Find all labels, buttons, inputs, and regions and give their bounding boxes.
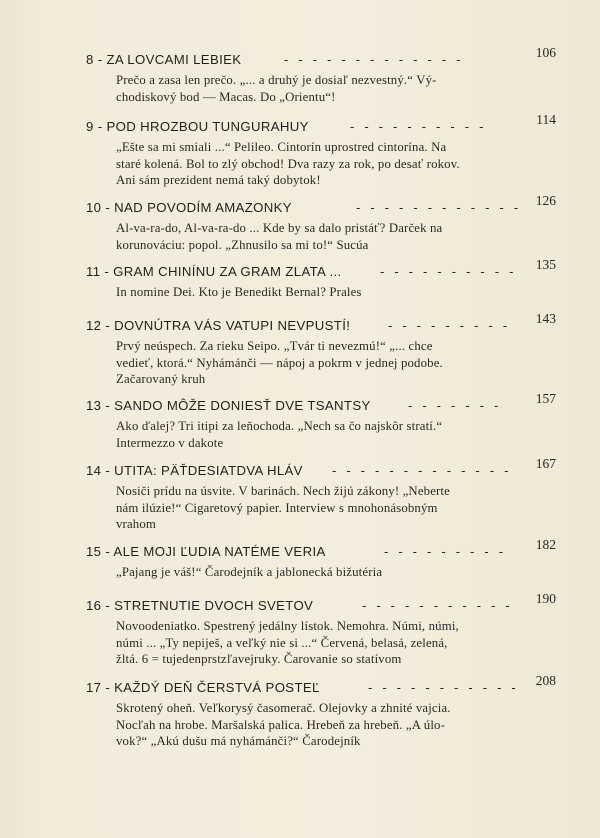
chapter-title: ALE MOJI ĽUDIA NATÉME VERIA bbox=[113, 544, 326, 559]
summary-line: vedieť, ktorá.“ Nyhámánči — nápoj a pokrm v jednej podobe. bbox=[116, 355, 443, 370]
dot-leader: - - - - - - - - - - - - bbox=[356, 200, 522, 215]
dot-leader: - - - - - - - - - - - - - bbox=[284, 52, 464, 67]
toc-entry-number-title: 8 - ZA LOVCAMI LEBIEK bbox=[86, 52, 242, 67]
toc-entry-number-title: 9 - POD HROZBOU TUNGURAHUY bbox=[86, 119, 309, 134]
page-number: 157 bbox=[535, 391, 556, 406]
chapter-number: 14 bbox=[86, 463, 102, 478]
summary-line: Al-va-ra-do, Al-va-ra-do ... Kde by sa dalo pristáť? Darček na bbox=[116, 221, 443, 235]
chapter-summary bbox=[116, 618, 556, 668]
dot-leader: - - - - - - - - - bbox=[384, 544, 507, 559]
chapter-summary bbox=[116, 284, 556, 301]
summary-line: Prvý neúspech. Za rieku Seipo. „Tvár ti nevezmú!“ „... chce bbox=[116, 339, 433, 353]
chapter-title: STRETNUTIE DVOCH SVETOV bbox=[114, 598, 314, 613]
chapter-title: POD HROZBOU TUNGURAHUY bbox=[106, 119, 309, 134]
summary-line: žltá. 6 = tujedenprstzľavejruky. Čarovanie so statívom bbox=[116, 652, 402, 667]
summary-line: Nocľah na hrobe. Maršalská palica. Hrebeň za hrebeň. „A úlo- bbox=[116, 717, 446, 732]
toc-entry-8 bbox=[86, 45, 556, 105]
summary-line: Ani sám prezident nemá taký dobytok! bbox=[116, 173, 321, 188]
page-number: 208 bbox=[535, 673, 556, 688]
chapter-number: 12 bbox=[86, 318, 102, 333]
toc-entry-number-title: 10 - NAD POVODÍM AMAZONKY bbox=[86, 200, 292, 215]
chapter-title: KAŽDÝ DEŇ ČERSTVÁ POSTEĽ bbox=[114, 680, 320, 695]
toc-entry-number-title: 12 - DOVNÚTRA VÁS VATUPI NEVPUSTÍ! bbox=[86, 318, 351, 333]
summary-line: nám ilúzie!“ Cigaretový papier. Interview s mnohonásobným bbox=[116, 500, 438, 515]
toc-entry-number-title: 17 - KAŽDÝ DEŇ ČERSTVÁ POSTEĽ bbox=[86, 680, 320, 695]
page-number: 106 bbox=[535, 45, 556, 60]
toc-entry-heading bbox=[86, 673, 556, 700]
page-number: 190 bbox=[535, 591, 556, 606]
toc-entry-12 bbox=[86, 311, 556, 388]
summary-line: Skrotený oheň. Veľkorysý časomerač. Olejovky a zhnité vajcia. bbox=[116, 701, 451, 715]
summary-line: vrahom bbox=[116, 517, 156, 532]
chapter-title: DOVNÚTRA VÁS VATUPI NEVPUSTÍ! bbox=[114, 318, 351, 333]
dot-leader: - - - - - - - - - - bbox=[350, 119, 487, 134]
summary-line: Začarovaný kruh bbox=[116, 372, 206, 387]
dot-leader: - - - - - - - - - - - bbox=[368, 680, 519, 695]
toc-entry-heading bbox=[86, 391, 556, 418]
toc-entry-heading bbox=[86, 112, 556, 139]
chapter-summary bbox=[116, 220, 556, 253]
dot-leader: - - - - - - - bbox=[408, 398, 502, 413]
summary-line: vok?“ „Akú dušu má nyhámánči?“ Čarodejník bbox=[116, 734, 361, 749]
toc-entry-number-title: 11 - GRAM CHINÍNU ZA GRAM ZLATA ... bbox=[86, 264, 342, 279]
toc-entry-17 bbox=[86, 673, 556, 750]
toc-entry-number-title: 16 - STRETNUTIE DVOCH SVETOV bbox=[86, 598, 314, 613]
toc-entry-number-title: 13 - SANDO MÔŽE DONIESŤ DVE TSANTSY bbox=[86, 398, 371, 413]
chapter-number: 10 bbox=[86, 200, 102, 215]
page-number: 143 bbox=[535, 311, 556, 326]
dot-leader: - - - - - - - - - - bbox=[380, 264, 517, 279]
chapter-summary bbox=[116, 72, 556, 105]
toc-entry-heading bbox=[86, 456, 556, 483]
chapter-summary bbox=[116, 338, 556, 388]
chapter-title: ZA LOVCAMI LEBIEK bbox=[106, 52, 242, 67]
chapter-number: 16 bbox=[86, 598, 102, 613]
toc-entry-9 bbox=[86, 112, 556, 189]
summary-line: Nosiči prídu na úsvite. V barinách. Nech žijú zákony! „Neberte bbox=[116, 484, 450, 498]
page-number: 167 bbox=[535, 456, 556, 471]
summary-line: Novoodeniatko. Spestrený jedálny lístok. Nemohra. Númi, númi, bbox=[116, 619, 459, 633]
summary-line: staré kolená. Bol to zlý obchod! Dva razy za rok, po desať rokov. bbox=[116, 156, 460, 171]
summary-line: Prečo a zasa len prečo. „... a druhý je dosiaľ nezvestný.“ Vý- bbox=[116, 73, 437, 87]
toc-entry-16 bbox=[86, 591, 556, 668]
chapter-title: NAD POVODÍM AMAZONKY bbox=[114, 200, 292, 215]
chapter-number: 11 bbox=[86, 264, 101, 279]
summary-line: Ako ďalej? Tri itipi za leňochoda. „Nech sa čo najskôr stratí.“ bbox=[116, 419, 443, 433]
toc-entry-14 bbox=[86, 456, 556, 533]
chapter-number: 8 bbox=[86, 52, 94, 67]
chapter-number: 13 bbox=[86, 398, 102, 413]
dot-leader: - - - - - - - - - bbox=[388, 318, 511, 333]
chapter-summary bbox=[116, 564, 556, 581]
toc-entry-13 bbox=[86, 391, 556, 451]
toc-entry-10 bbox=[86, 193, 556, 253]
chapter-summary bbox=[116, 483, 556, 533]
toc-entry-15 bbox=[86, 537, 556, 581]
page-number: 135 bbox=[535, 257, 556, 272]
chapter-summary bbox=[116, 418, 556, 451]
summary-line: „Ešte sa mi smiali ...“ Pelileo. Cintorín uprostred cintorína. Na bbox=[116, 140, 447, 154]
chapter-summary bbox=[116, 139, 556, 189]
chapter-title: UTITA: PÄŤDESIATDVA HLÁV bbox=[114, 463, 303, 478]
chapter-title: GRAM CHINÍNU ZA GRAM ZLATA ... bbox=[113, 264, 342, 279]
toc-entry-number-title: 14 - UTITA: PÄŤDESIATDVA HLÁV bbox=[86, 463, 303, 478]
toc-entry-heading bbox=[86, 311, 556, 338]
summary-line: númi ... „Ty nepiješ, a veľký nie si ...“ Červená, belasá, zelená, bbox=[116, 635, 448, 650]
toc-entry-11 bbox=[86, 257, 556, 301]
summary-line: In nomine Dei. Kto je Benedikt Bernal? Prales bbox=[116, 285, 362, 299]
chapter-number: 17 bbox=[86, 680, 102, 695]
chapter-number: 9 bbox=[86, 119, 94, 134]
chapter-title: SANDO MÔŽE DONIESŤ DVE TSANTSY bbox=[114, 398, 371, 413]
toc-entry-number-title: 15 - ALE MOJI ĽUDIA NATÉME VERIA bbox=[86, 544, 326, 559]
dot-leader: - - - - - - - - - - - bbox=[362, 598, 513, 613]
toc-entry-heading bbox=[86, 537, 556, 564]
chapter-summary bbox=[116, 700, 556, 750]
summary-line: korunováciu: popol. „Zhnusilo sa mi to!“ Sucúa bbox=[116, 237, 369, 252]
summary-line: Intermezzo v dakote bbox=[116, 435, 224, 450]
toc-entry-heading bbox=[86, 257, 556, 284]
dot-leader: - - - - - - - - - - - - - bbox=[332, 463, 512, 478]
toc-entry-heading bbox=[86, 193, 556, 220]
page-number: 182 bbox=[535, 537, 556, 552]
summary-line: „Pajang je váš!“ Čarodejník a jablonecká bižutéria bbox=[116, 565, 383, 579]
toc-entry-heading bbox=[86, 45, 556, 72]
chapter-number: 15 bbox=[86, 544, 102, 559]
summary-line: chodiskový bod — Macas. Do „Orientu“! bbox=[116, 89, 336, 104]
toc-entry-heading bbox=[86, 591, 556, 618]
page-number: 114 bbox=[536, 112, 556, 127]
page-number: 126 bbox=[535, 193, 556, 208]
